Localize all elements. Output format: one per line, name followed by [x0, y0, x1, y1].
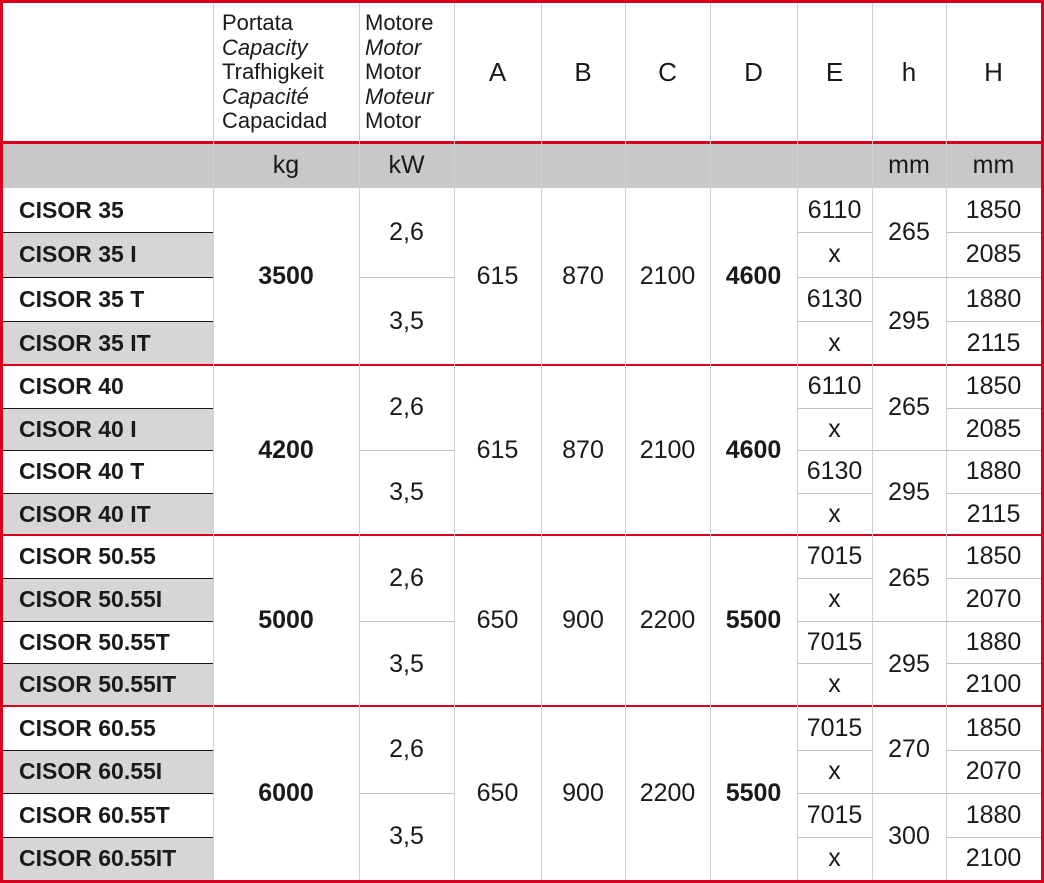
- dim-e-value: x: [828, 670, 841, 698]
- dim-h-large-rule: [946, 408, 1041, 409]
- dim-h-small-value: 295: [888, 478, 930, 506]
- dim-e-value: 7015: [806, 800, 863, 829]
- model-row-rule: [3, 408, 213, 409]
- dim-h-large-value: 1850: [965, 542, 1022, 570]
- dim-h-small-value: 300: [888, 822, 930, 850]
- header-motor-en: Motor: [365, 34, 422, 60]
- motor-value: 3,5: [389, 649, 424, 678]
- dim-e-rule: [797, 750, 872, 751]
- header-capacity: [213, 3, 359, 142]
- model-name: CISOR 60.55I: [3, 750, 213, 793]
- model-name: CISOR 35 IT: [3, 321, 213, 365]
- motor-value: 3,5: [389, 822, 424, 850]
- unit-h-small: mm: [888, 150, 930, 179]
- dim-h-small-value: 265: [888, 393, 930, 421]
- dim-d-value: 5500: [725, 606, 782, 634]
- model-row-rule: [3, 450, 213, 451]
- header-capacity-fr: Capacité: [222, 83, 309, 109]
- model-row-rule: [3, 277, 213, 278]
- dim-h-large-value: 1880: [965, 800, 1022, 829]
- column-rule: [710, 3, 711, 880]
- dim-h-small-value: 265: [888, 218, 930, 246]
- dim-e-value: x: [828, 414, 841, 443]
- column-rule: [359, 3, 360, 880]
- dim-c-value: 2200: [639, 778, 696, 807]
- capacity-value: 3500: [258, 262, 314, 290]
- model-name: CISOR 60.55IT: [3, 837, 213, 880]
- dim-c-value: 2100: [639, 435, 696, 464]
- capacity-value: 6000: [258, 778, 314, 807]
- dim-e-value: 7015: [806, 713, 863, 742]
- motor-value: 2,6: [389, 563, 424, 592]
- header-dim-a: A: [488, 57, 507, 87]
- dim-h-small-rule: [872, 793, 946, 794]
- model-name: CISOR 50.55I: [3, 578, 213, 621]
- header-motor-it: Motore: [365, 10, 434, 36]
- dim-e-value: 6130: [806, 457, 863, 485]
- dim-h-large-rule: [946, 621, 1041, 622]
- dim-h-large-value: 1850: [965, 195, 1022, 224]
- dim-e-value: x: [828, 240, 841, 268]
- dim-d-value: 4600: [725, 435, 782, 464]
- dim-h-large-rule: [946, 663, 1041, 664]
- dim-b-value: 870: [562, 262, 604, 290]
- dim-e-value: x: [828, 328, 841, 357]
- header-motor-de: Motor: [365, 59, 422, 85]
- dim-h-large-rule: [946, 277, 1041, 278]
- model-name: CISOR 50.55IT: [3, 663, 213, 706]
- motor-split-rule: [359, 621, 454, 622]
- header-capacity-de: Trafhigkeit: [222, 59, 324, 85]
- model-name: CISOR 40 I: [3, 408, 213, 450]
- unit-h-large: mm: [972, 150, 1015, 179]
- model-row-rule: [3, 321, 213, 322]
- column-rule: [946, 3, 947, 880]
- header-dim-h-small: h: [901, 57, 917, 87]
- model-row-rule: [3, 621, 213, 622]
- dim-e-value: 6130: [806, 284, 863, 313]
- model-row-rule: [3, 793, 213, 794]
- capacity-value: 4200: [258, 435, 314, 464]
- column-rule: [454, 3, 455, 880]
- header-dim-b: B: [574, 57, 592, 87]
- dim-h-large-rule: [946, 493, 1041, 494]
- dim-h-small-value: 265: [888, 563, 930, 592]
- motor-value: 2,6: [389, 735, 424, 763]
- header-motor-es: Motor: [365, 108, 422, 134]
- group-separator: [3, 534, 1041, 536]
- dim-h-large-rule: [946, 232, 1041, 233]
- dim-a-value: 650: [476, 606, 519, 634]
- motor-value: 2,6: [389, 393, 424, 421]
- header-capacity-es: Capacidad: [222, 108, 328, 134]
- dim-e-rule: [797, 321, 872, 322]
- model-name: CISOR 35 T: [19, 285, 145, 312]
- column-rule: [213, 3, 214, 880]
- dim-e-value: 7015: [806, 542, 863, 570]
- dim-h-large-value: 2070: [965, 585, 1022, 613]
- header-dim-e: E: [825, 57, 844, 87]
- model-row-rule: [3, 493, 213, 494]
- dim-a-value: 615: [476, 262, 519, 290]
- dim-h-small-rule: [872, 621, 946, 622]
- motor-value: 3,5: [389, 478, 424, 506]
- column-rule: [872, 3, 873, 880]
- model-name: CISOR 40 T: [19, 458, 145, 484]
- model-name: CISOR 35 I: [3, 232, 213, 277]
- dim-h-large-value: 2085: [965, 240, 1022, 268]
- dim-e-value: x: [828, 757, 841, 785]
- dim-e-rule: [797, 621, 872, 622]
- dim-a-value: 615: [476, 435, 519, 464]
- unit-motor: kW: [388, 150, 425, 179]
- model-name: CISOR 35: [19, 196, 124, 223]
- dim-d-value: 4600: [725, 262, 782, 290]
- dim-b-value: 900: [562, 606, 604, 634]
- model-name: CISOR 40 IT: [3, 493, 213, 535]
- motor-split-rule: [359, 277, 454, 278]
- dim-h-small-value: 295: [888, 307, 930, 335]
- dim-e-rule: [797, 232, 872, 233]
- column-rule: [625, 3, 626, 880]
- header-capacity-it: Portata: [222, 10, 293, 36]
- header-capacity-en: Capacity: [222, 34, 308, 60]
- dim-h-large-value: 2100: [965, 844, 1022, 872]
- header-dim-d: D: [744, 57, 763, 87]
- dim-a-value: 650: [476, 778, 519, 807]
- model-row-rule: [3, 837, 213, 838]
- dim-e-rule: [797, 493, 872, 494]
- model-row-rule: [3, 578, 213, 579]
- group-separator: [3, 705, 1041, 707]
- dim-e-value: 7015: [806, 627, 863, 656]
- dim-h-small-rule: [872, 450, 946, 451]
- dim-e-rule: [797, 450, 872, 451]
- dim-h-large-rule: [946, 578, 1041, 579]
- dim-e-rule: [797, 663, 872, 664]
- dim-h-large-value: 2100: [965, 670, 1022, 698]
- dim-e-value: x: [828, 585, 841, 613]
- dim-b-value: 900: [562, 778, 604, 807]
- dim-e-value: x: [828, 499, 841, 528]
- dim-d-value: 5500: [725, 778, 782, 807]
- header-dim-h-large: H: [984, 57, 1003, 87]
- unit-capacity: kg: [272, 150, 300, 179]
- motor-value: 2,6: [389, 218, 424, 246]
- dim-h-large-rule: [946, 750, 1041, 751]
- model-row-rule: [3, 750, 213, 751]
- dim-h-large-rule: [946, 321, 1041, 322]
- dim-e-rule: [797, 277, 872, 278]
- dim-h-large-value: 1880: [965, 627, 1022, 656]
- dim-h-large-value: 2085: [965, 414, 1022, 443]
- capacity-value: 5000: [258, 606, 314, 634]
- header-dim-c: C: [658, 57, 677, 87]
- model-name: CISOR 60.55T: [19, 801, 170, 828]
- dim-e-rule: [797, 837, 872, 838]
- model-name: CISOR 40: [19, 373, 124, 399]
- model-row-rule: [3, 232, 213, 233]
- dim-h-large-value: 1880: [965, 284, 1022, 313]
- dim-h-small-rule: [872, 277, 946, 278]
- dim-e-value: 6110: [807, 372, 862, 400]
- dim-h-small-value: 295: [888, 649, 930, 678]
- header-motor-fr: Moteur: [365, 83, 434, 109]
- motor-value: 3,5: [389, 307, 424, 335]
- dim-b-value: 870: [562, 435, 604, 464]
- column-rule: [797, 3, 798, 880]
- dim-h-large-value: 2115: [966, 499, 1021, 528]
- dim-c-value: 2100: [639, 262, 696, 290]
- dim-e-rule: [797, 793, 872, 794]
- dim-h-large-rule: [946, 450, 1041, 451]
- column-rule: [541, 3, 542, 880]
- motor-split-rule: [359, 793, 454, 794]
- header-motor: [359, 3, 454, 142]
- dim-h-large-value: 1850: [965, 713, 1022, 742]
- dim-e-value: 6110: [807, 195, 862, 224]
- dim-h-large-value: 2115: [966, 328, 1021, 357]
- dim-e-rule: [797, 578, 872, 579]
- dim-h-large-rule: [946, 837, 1041, 838]
- dim-h-large-value: 1880: [965, 457, 1022, 485]
- dim-h-large-value: 1850: [965, 372, 1022, 400]
- dim-e-rule: [797, 408, 872, 409]
- dim-h-small-value: 270: [888, 735, 930, 763]
- model-name: CISOR 50.55T: [19, 628, 170, 655]
- model-name: CISOR 50.55: [19, 543, 156, 569]
- header-bottom-rule: [3, 141, 1041, 144]
- dim-e-value: x: [828, 844, 841, 872]
- model-row-rule: [3, 663, 213, 664]
- group-separator: [3, 364, 1041, 366]
- model-name: CISOR 60.55: [19, 714, 156, 741]
- dim-c-value: 2200: [639, 606, 696, 634]
- dim-h-large-rule: [946, 793, 1041, 794]
- motor-split-rule: [359, 450, 454, 451]
- dim-h-large-value: 2070: [965, 757, 1022, 785]
